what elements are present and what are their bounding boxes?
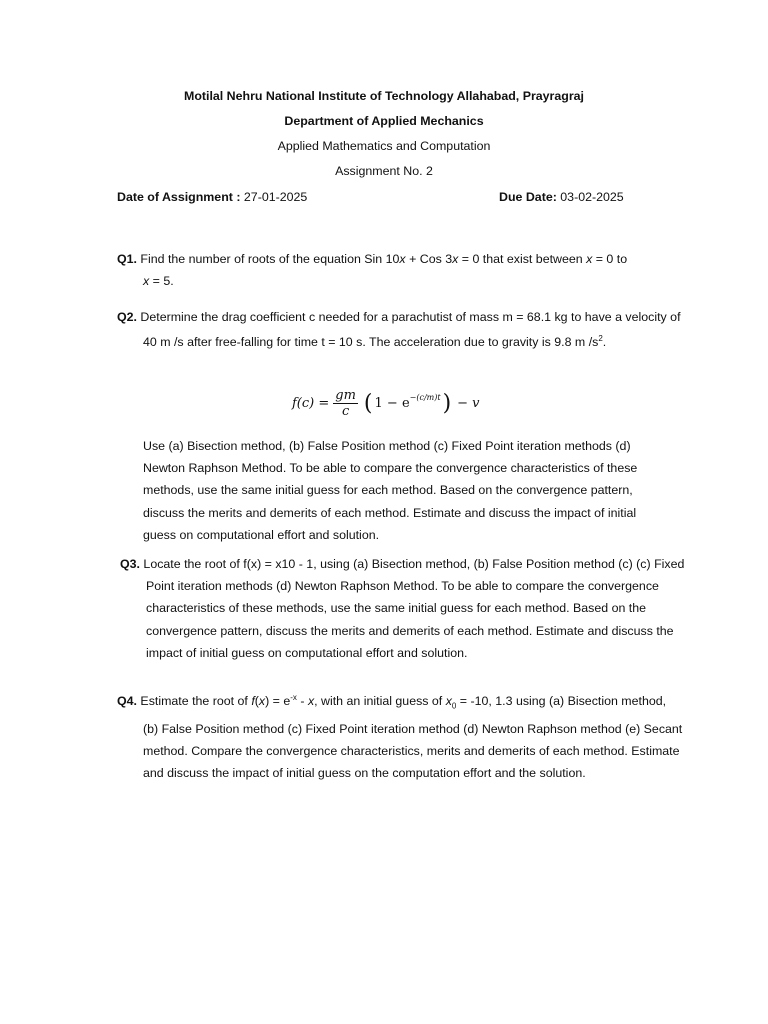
question-2 <box>117 306 683 354</box>
question-1 <box>117 248 683 292</box>
q4-text: - <box>296 694 308 709</box>
q4-var: x <box>445 694 452 709</box>
q4-text: Estimate the root of <box>136 694 252 709</box>
q4-var: f <box>251 694 255 709</box>
q4-text: , with an initial guess of <box>314 694 446 709</box>
q3-text: Locate the root of f(x) = x10 - 1, using (a) Bisection method, (b) False Position method (c) (c) Fixed Point iteration methods (d) Newton Raphson Method. To be able to compare the convergence characteristics of these methods, use the same initial guess for each method. Based on the convergence pattern, discuss the merits and demerits of each method. Estimate and discuss the impact of initial guess on computational effort and solution. <box>139 557 685 660</box>
assignment-number: Assignment No. 2 <box>335 164 433 178</box>
q4-var: x <box>307 694 315 709</box>
q1-var: x <box>143 274 150 289</box>
q4-text: ) = e <box>265 694 291 709</box>
q4-label: Q4. <box>117 694 137 709</box>
q1-text: = 5. <box>149 274 174 289</box>
institute-name: Motilal Nehru National Institute of Technology Allahabad, Prayragraj <box>184 89 584 103</box>
q2-text: Determine the drag coefficient c needed for a parachutist of mass m = 68.1 kg to have a velocity of 40 m /s after free-falling for time t = 10 s. The acceleration due to gravity is 9.8 m /s <box>136 310 681 350</box>
formula-numerator: gm <box>335 388 356 403</box>
formula-open-paren: ( <box>363 390 373 416</box>
q3-label: Q3. <box>120 557 140 571</box>
question-4 <box>117 687 683 784</box>
formula-close-paren: ) <box>442 390 452 416</box>
department-name: Department of Applied Mechanics <box>284 114 484 128</box>
q4-text: = -10, 1.3 using (a) Bisection method, (b) False Position method (c) Fixed Point iteration method (d) Newton Raphson method (e) Secant method. Compare the convergence characteristics, merits and demerits of each method. Estimate and discuss the impact of initial guess on the computation effort and the solution. <box>143 694 683 781</box>
q2-label: Q2. <box>117 310 137 324</box>
date-of-assignment <box>117 190 307 204</box>
q1-text: = 0 to <box>592 252 628 266</box>
q2-superscript: 2 <box>598 334 603 344</box>
formula-tail: − v <box>457 396 480 411</box>
date-label: Date of Assignment : <box>117 190 241 204</box>
drag-equation <box>292 388 480 419</box>
formula-denominator: c <box>341 404 350 419</box>
q1-var: x <box>452 252 459 266</box>
q1-var: x <box>399 252 406 266</box>
formula-fraction <box>333 388 358 419</box>
q4-subscript: 0 <box>451 701 457 711</box>
due-date <box>499 190 624 204</box>
course-title: Applied Mathematics and Computation <box>277 139 491 153</box>
q2-methods-paragraph: Use (a) Bisection method, (b) False Position method (c) Fixed Point iteration methods (d) Newton Raphson Method. To be able to compare the convergence characteristics of these methods, use the same initial guess for each method. Based on the convergence pattern, discuss the merits and demerits of each method. Estimate and discuss the impact of initial guess on computational effort and solution. <box>143 439 638 542</box>
formula-lhs: f(c) = <box>292 396 330 411</box>
q1-label: Q1. <box>117 252 137 266</box>
q1-text: Find the number of roots of the equation Sin 10 <box>136 252 400 266</box>
q4-var: x <box>258 694 266 709</box>
q1-text: = 0 that exist between <box>458 252 587 266</box>
q2-text: . <box>602 335 607 350</box>
question-3 <box>120 553 686 664</box>
due-value: 03-02-2025 <box>556 190 624 204</box>
q4-superscript: -x <box>290 693 297 702</box>
q1-text: + Cos 3 <box>405 252 453 266</box>
formula-exponent: −(c/m)t <box>409 393 441 402</box>
formula-one-minus: 1 − e <box>374 396 410 411</box>
q1-var: x <box>586 252 593 266</box>
date-value: 27-01-2025 <box>240 190 308 204</box>
due-label: Due Date: <box>499 190 557 204</box>
q4-text: ( <box>254 694 259 709</box>
